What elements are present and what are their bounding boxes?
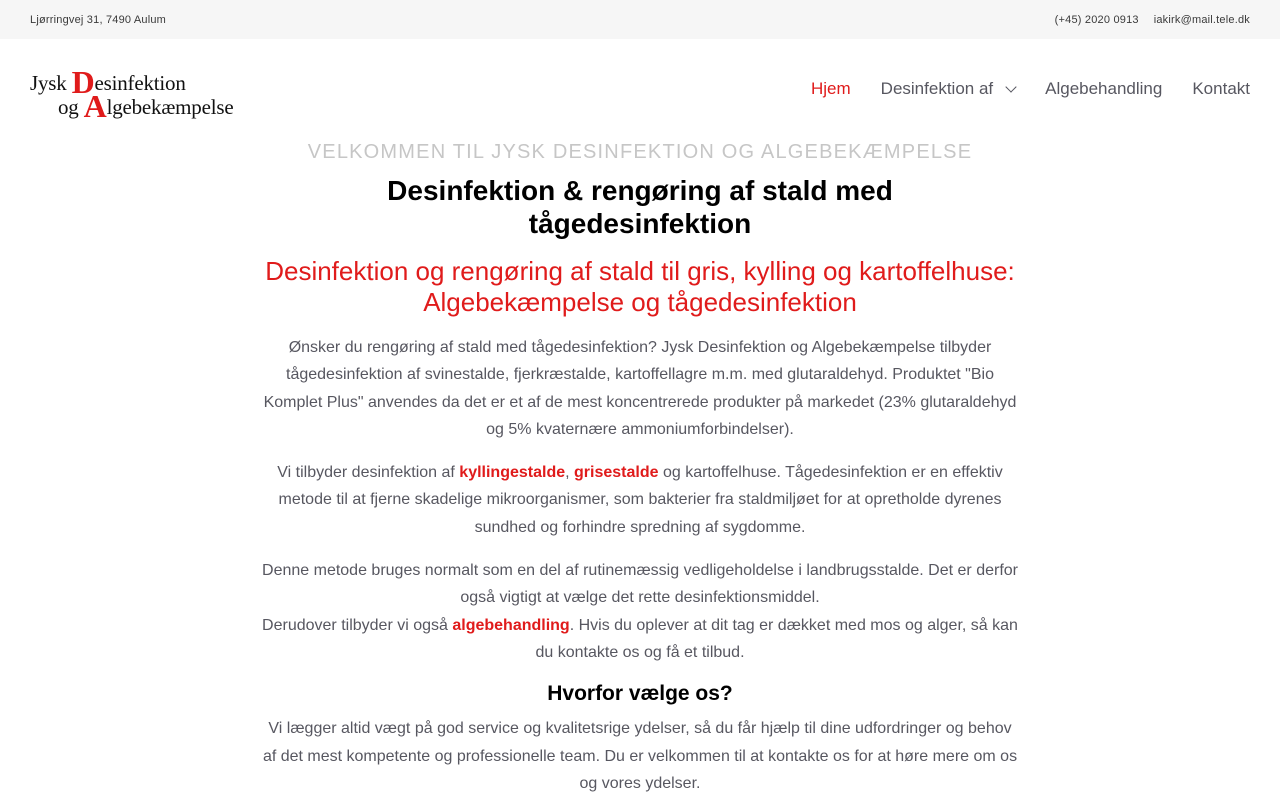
nav-item-hjem[interactable]: Hjem <box>811 79 851 98</box>
nav-item-desinfektion-af[interactable]: Desinfektion af <box>881 79 1015 99</box>
services-paragraph: Vi tilbyder desinfektion af kyllingestalde, grisestalde og kartoffelhuse. Tågedesinfektion er en effektiv metode til at fjerne skadelige mikroorganismer, som bakterier fra staldmiljøet for at opretholde dyrenes sundhed og forhindre spredning af sygdomme. <box>277 464 1003 536</box>
address-text: Ljørringvej 31, 7490 Aulum <box>30 13 167 26</box>
top-bar <box>0 0 1280 39</box>
intro-paragraph: Ønsker du rengøring af stald med tågedesinfektion? Jysk Desinfektion og Algebekæmpelse tilbyder tågedesinfektion af svinestalde, fjerkræstalde, kartoffellagre m.m. med glutaraldehyd. Produktet "Bio Komplet Plus" anvendes da det er et af de mest koncentrerede produkter på markedet (23% glutaraldehyd og 5% kvaternære ammoniumforbindelser). <box>263 339 1017 438</box>
logo-line-1: Jysk Desinfektion <box>30 64 186 100</box>
site-header <box>0 39 1280 139</box>
algebehandling-link[interactable]: algebehandling <box>452 616 570 634</box>
top-bar-contact <box>1055 14 1250 26</box>
why-us-heading: Hvorfor vælge os? <box>547 682 733 706</box>
why-us-paragraph: Vi lægger altid vægt på god service og kvalitetsrige ydelser, så du får hjælp til dine udfordringer og behov af det mest kompetente og professionelle team. Du er velkommen til at kontakte os for at høre mere om os og vores ydelser. <box>262 720 1018 792</box>
chevron-down-icon <box>1005 81 1016 92</box>
kyllingestalde-link[interactable]: kyllingestalde <box>459 464 566 482</box>
email-link[interactable]: iakirk@mail.tele.dk <box>1153 13 1250 26</box>
welcome-eyebrow: VELKOMMEN TIL JYSK DESINFEKTION OG ALGEBEKÆMPELSE <box>307 141 973 163</box>
site-logo[interactable] <box>30 62 252 124</box>
method-paragraph: Denne metode bruges normalt som en del af rutinemæssig vedligeholdelse i landbrugsstalde. Det er derfor også vigtigt at vælge det rette desinfektionsmiddel. <box>262 562 1018 607</box>
grisestalde-link[interactable]: grisestalde <box>574 464 659 482</box>
logo-line-2: og Algebekæmpelse <box>58 88 234 124</box>
main-nav <box>811 79 1250 99</box>
page-subtitle: Desinfektion og rengøring af stald til gris, kylling og kartoffelhuse: Algebekæmpelse og tågedesinfektion <box>265 256 1015 317</box>
nav-item-algebehandling[interactable]: Algebehandling <box>1045 79 1163 98</box>
algae-paragraph: Derudover tilbyder vi også algebehandling. Hvis du oplever at dit tag er dækket med mos og alger, så kan du kontakte os og få et tilbud. <box>262 616 1018 661</box>
phone-link[interactable]: (+45) 2020 0913 <box>1054 13 1139 26</box>
nav-item-kontakt[interactable]: Kontakt <box>1192 79 1250 98</box>
main-content <box>260 139 1020 797</box>
page-title: Desinfektion & rengøring af stald med tågedesinfektion <box>387 175 893 239</box>
